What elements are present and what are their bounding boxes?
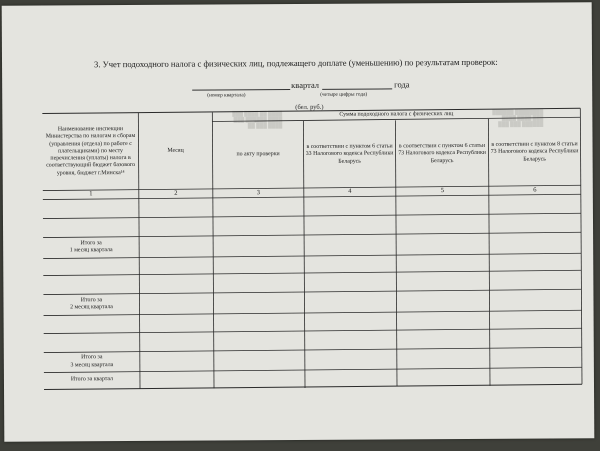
bleed-through-text: ████████ ██████ ███ ████ ████ ██████ ███ ███ [492,110,544,128]
col-number-4: 4 [348,188,352,196]
row-total-month-2: Итого за 2 месяц квартала [70,296,113,311]
header-art73-p6: в соответствии с пунктом 6 статьи 73 Налогового кодекса Республики Беларусь [398,142,486,164]
document-page [2,2,595,442]
col-number-2: 2 [174,190,178,198]
quarter-hint: (номер квартала) [207,92,246,99]
header-tax-amount: Сумма подоходного налога с физических лиц [339,110,454,118]
row-total-month-3: Итого за 3 месяц квартала [70,354,114,368]
year-hint: (четыре цифры года) [320,91,368,98]
col-number-5: 5 [440,187,444,195]
bleed-through-text: ████ ██ ████ ███ ████ ██████ ███ ████ ███ ██ [232,112,283,130]
quarter-label: квартал [291,79,320,91]
header-per-audit-act: по акту проверки [236,151,280,158]
row-total-quarter: Итого за квартал [70,376,114,383]
col-number-6: 6 [533,186,537,194]
row-total-month-1: Итого за 1 месяц квартала [69,239,113,254]
header-art73-p8: в соответствии с пунктом 8 статьи 73 Налогового кодекса Республики Беларусь [490,141,579,163]
units-label: (бел. руб.) [295,103,324,112]
header-inspection: Наименование инспекции Министерства по налогам и сборам (управления (отдела) по работе с плательщиками) по месту перечисления (уплаты) налога в соответствующий бюджет базового уровня, бюджет г.Минска¹⁴ [45,126,136,177]
year-label: года [394,79,410,90]
col-number-1: 1 [89,190,93,198]
section-heading: 3. Учет подоходного налога с физических лиц, подлежащего доплате (уменьшению) по результатам проверок: [94,56,498,70]
header-month: Месяц [167,147,184,154]
col-number-3: 3 [256,189,260,197]
header-art33-p6: в соответствии с пунктом 6 статьи 33 Налогового кодекса Республики Беларусь [305,143,394,165]
